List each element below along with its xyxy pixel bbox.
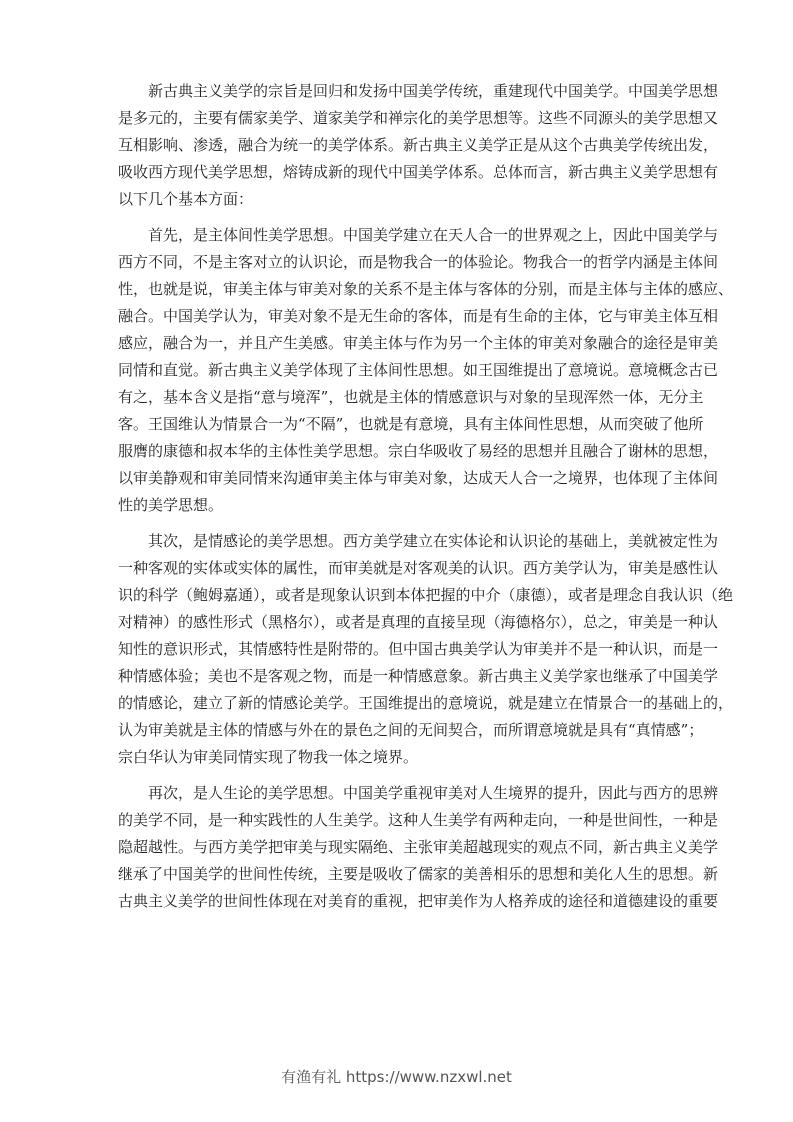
text-line: 同情和直觉。新古典主义美学体现了主体间性思想。如王国维提出了意境说。意境概念古已 <box>118 361 719 379</box>
text-line: 以下几个基本方面： <box>118 190 254 208</box>
paragraph-emotion-theory <box>118 528 734 771</box>
text-line: 以审美静观和审美同情来沟通审美主体与审美对象，达成天人合一之境界，也体现了主体间 <box>118 469 719 487</box>
text-line: 西方不同，不是主客对立的认识论，而是物我合一的体验论。物我合一的哲学内涵是主体间 <box>118 253 719 271</box>
text-line: 的情感论，建立了新的情感论美学。王国维提出的意境说，就是建立在情景合一的基础上的， <box>118 694 734 712</box>
paragraph-intersubjectivity <box>118 222 734 519</box>
text-line: 服膺的康德和叔本华的主体性美学思想。宗白华吸收了易经的思想并且融合了谢林的思想， <box>118 442 719 460</box>
text-line: 新古典主义美学的宗旨是回归和发扬中国美学传统，重建现代中国美学。中国美学思想 <box>148 82 719 100</box>
text-line: 性的美学思想。 <box>118 496 224 514</box>
text-line: 一种客观的实体或实体的属性，而审美就是对客观美的认识。西方美学认为，审美是感性认 <box>118 559 719 577</box>
text-line: 吸收西方现代美学思想，熔铸成新的现代中国美学体系。总体而言，新古典主义美学思想有 <box>118 163 719 181</box>
text-line: 再次，是人生论的美学思想。中国美学重视审美对人生境界的提升，因此与西方的思辨 <box>148 784 719 802</box>
text-line: 认为审美就是主体的情感与外在的景色之间的无间契合，而所谓意境就是具有“真情感”； <box>118 721 704 739</box>
text-line: 的美学不同，是一种实践性的人生美学。这种人生美学有两种走向，一种是世间性，一种是 <box>118 811 719 829</box>
text-line: 有之，基本含义是指“意与境浑”，也就是主体的情感意识与对象的呈现浑然一体，无分主 <box>118 388 704 406</box>
text-line: 感应，融合为一，并且产生美感。审美主体与作为另一个主体的审美对象融合的途径是审美 <box>118 334 719 352</box>
text-line: 识的科学（鲍姆嘉通），或者是现象认识到本体把握的中介（康德），或者是理念自我认识（绝 <box>118 586 734 604</box>
paragraph-life-theory <box>118 780 719 915</box>
text-line: 隐超越性。与西方美学把审美与现实隔绝、主张审美超越现实的观点不同，新古典主义美学 <box>118 838 719 856</box>
document-body <box>118 78 734 924</box>
text-line: 对精神）的感性形式（黑格尔），或者是真理的直接呈现（海德格尔），总之，审美是一种认 <box>118 613 719 631</box>
text-line: 种情感体验；美也不是客观之物，而是一种情感意象。新古典主义美学家也继承了中国美学 <box>118 667 719 685</box>
text-line: 是多元的，主要有儒家美学、道家美学和禅宗化的美学思想等。这些不同源头的美学思想又 <box>118 109 719 127</box>
text-line: 其次，是情感论的美学思想。西方美学建立在实体论和认识论的基础上，美就被定性为 <box>148 532 719 550</box>
text-line: 客。王国维认为情景合一为“不隔”，也就是有意境，具有主体间性思想，从而突破了他所 <box>118 415 704 433</box>
text-line: 宗白华认为审美同情实现了物我一体之境界。 <box>118 748 419 766</box>
text-line: 知性的意识形式，其情感特性是附带的。但中国古典美学认为审美并不是一种认识，而是一 <box>118 640 719 658</box>
text-line: 古典主义美学的世间性体现在对美育的重视，把审美作为人格养成的途径和道德建设的重要 <box>118 892 719 910</box>
paragraph-intro <box>118 78 719 213</box>
text-line: 继承了中国美学的世间性传统，主要是吸收了儒家的美善相乐的思想和美化人生的思想。新 <box>118 865 719 883</box>
text-line: 性，也就是说，审美主体与审美对象的关系不是主体与客体的分别，而是主体与主体的感应、 <box>118 280 734 298</box>
footer-watermark: 有渔有礼 https://www.nzxwl.net <box>281 1068 512 1086</box>
text-line: 互相影响、渗透，融合为统一的美学体系。新古典主义美学正是从这个古典美学传统出发， <box>118 136 719 154</box>
text-line: 融合。中国美学认为，审美对象不是无生命的客体，而是有生命的主体，它与审美主体互相 <box>118 307 719 325</box>
text-line: 首先，是主体间性美学思想。中国美学建立在天人合一的世界观之上，因此中国美学与 <box>148 226 719 244</box>
